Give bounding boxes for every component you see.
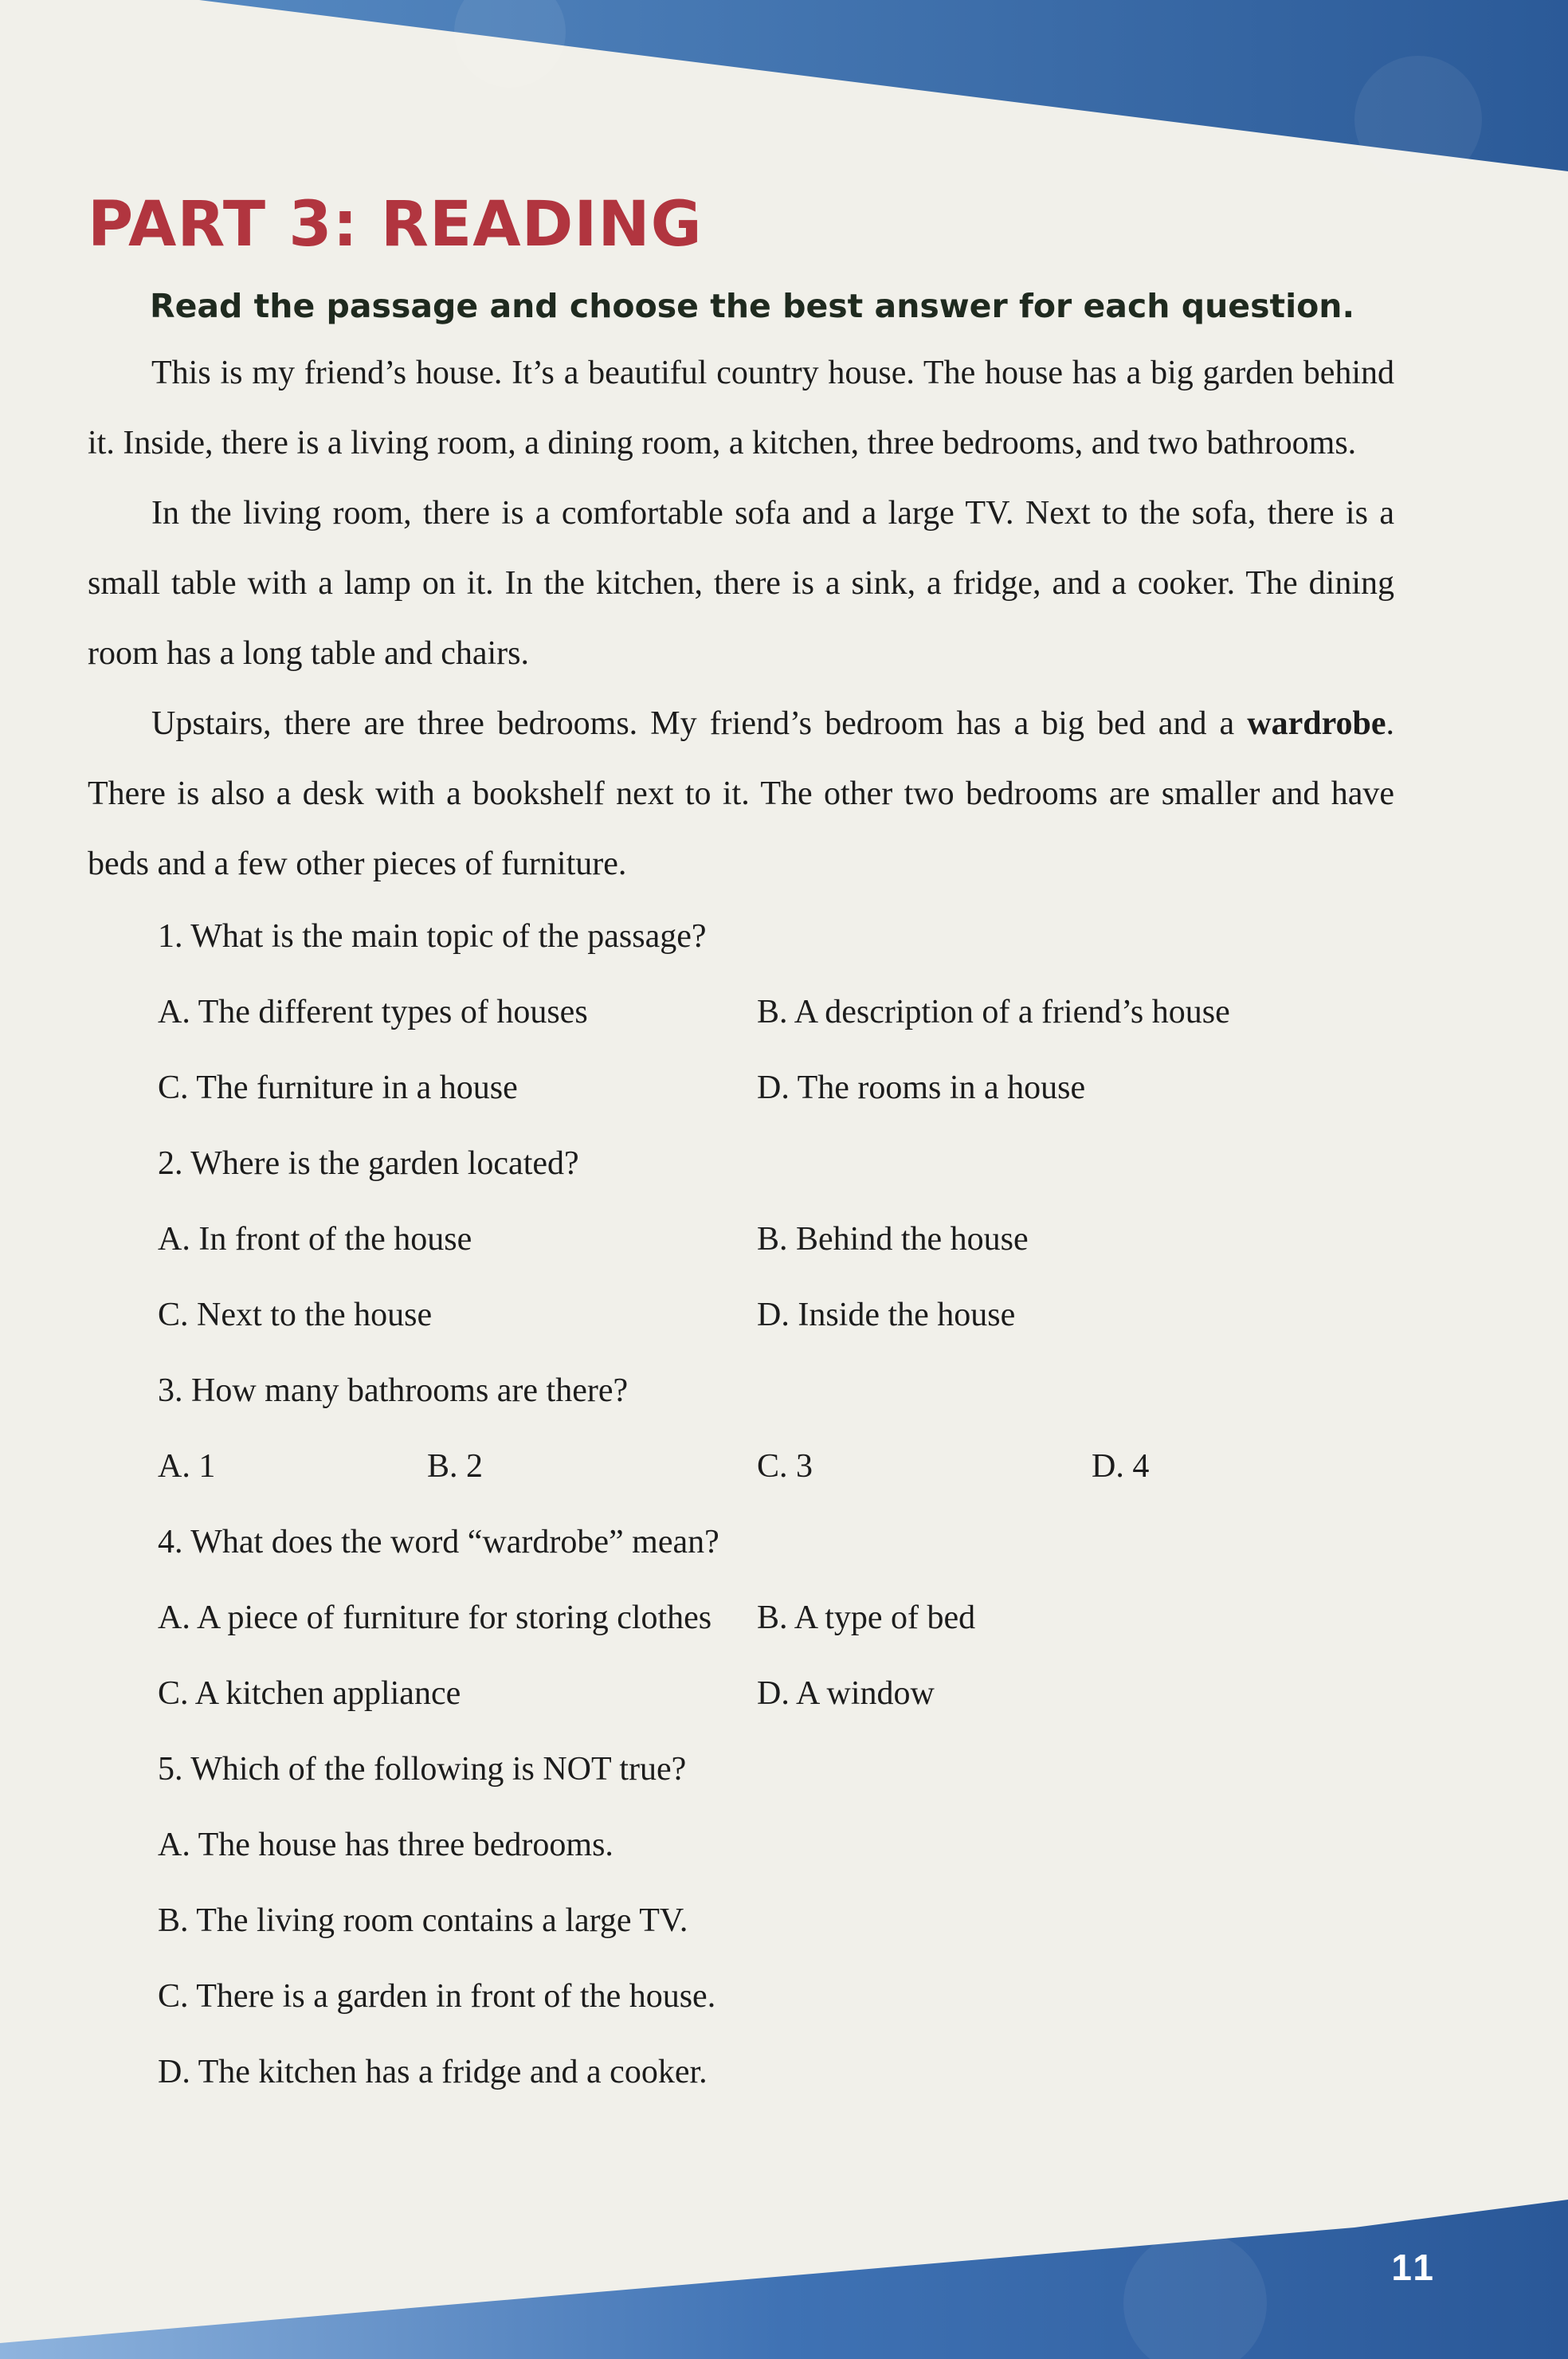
option-3c[interactable]: C. 3 [757, 1448, 813, 1485]
option-1c[interactable]: C. The furniture in a house [158, 1070, 518, 1106]
option-row [158, 1656, 1394, 1732]
top-decorative-band [0, 0, 1568, 191]
page-title: PART 3: READING [88, 189, 703, 261]
option-5c[interactable]: C. There is a garden in front of the house. [158, 1978, 716, 2015]
option-row [158, 1278, 1394, 1353]
question-list [158, 899, 1394, 2110]
option-3a[interactable]: A. 1 [158, 1448, 216, 1485]
question-3: 3. How many bathrooms are there? [158, 1372, 629, 1409]
reading-section [88, 185, 1394, 2110]
option-4c[interactable]: C. A kitchen appliance [158, 1675, 461, 1712]
option-row [158, 1202, 1394, 1278]
instruction-text: Read the passage and choose the best answer for each question. [150, 287, 1355, 325]
option-row [158, 975, 1394, 1050]
option-2a[interactable]: A. In front of the house [158, 1221, 472, 1258]
page-number: 11 [1391, 2247, 1437, 2288]
option-2b[interactable]: B. Behind the house [757, 1221, 1029, 1258]
option-row [158, 1050, 1394, 1126]
passage-paragraph-2: In the living room, there is a comfortable sofa and a large TV. Next to the sofa, there is a small table with a lamp on it. In the kitchen, there is a sink, a fridge, and a cooker. The dining room has a long table and chairs. [88, 495, 1394, 672]
passage-paragraph-3 [88, 689, 1394, 899]
question-4: 4. What does the word “wardrobe” mean? [158, 1524, 719, 1560]
option-1a[interactable]: A. The different types of houses [158, 994, 588, 1030]
passage-text: . There is also a desk with a bookshelf next to it. The other two bedrooms are smaller and have beds and a few other pieces of furniture. [88, 705, 1394, 882]
option-4d[interactable]: D. A window [757, 1675, 935, 1712]
option-1b[interactable]: B. A description of a friend’s house [757, 994, 1230, 1030]
bottom-decorative-band [0, 2184, 1568, 2359]
option-4a[interactable]: A. A piece of furniture for storing clothes [158, 1599, 712, 1636]
passage-paragraph-1: This is my friend’s house. It’s a beautiful country house. The house has a big garden behind it. Inside, there is a living room, a dining room, a kitchen, three bedrooms, and two bathrooms. [88, 355, 1394, 461]
question-5: 5. Which of the following is NOT true? [158, 1751, 687, 1788]
option-5d[interactable]: D. The kitchen has a fridge and a cooker. [158, 2054, 708, 2090]
option-1d[interactable]: D. The rooms in a house [757, 1070, 1086, 1106]
option-row [158, 1580, 1394, 1656]
option-2d[interactable]: D. Inside the house [757, 1297, 1016, 1333]
reading-passage [88, 338, 1394, 899]
option-3d[interactable]: D. 4 [1092, 1448, 1150, 1485]
option-5b[interactable]: B. The living room contains a large TV. [158, 1902, 688, 1939]
option-2c[interactable]: C. Next to the house [158, 1297, 433, 1333]
passage-text: Upstairs, there are three bedrooms. My friend’s bedroom has a big bed and a [151, 705, 1248, 742]
option-3b[interactable]: B. 2 [427, 1448, 484, 1485]
question-2: 2. Where is the garden located? [158, 1145, 579, 1182]
option-5a[interactable]: A. The house has three bedrooms. [158, 1827, 613, 1863]
option-row [158, 1429, 1394, 1505]
question-1: 1. What is the main topic of the passage? [158, 918, 707, 955]
highlighted-word: wardrobe [1247, 705, 1386, 742]
option-4b[interactable]: B. A type of bed [757, 1599, 976, 1636]
